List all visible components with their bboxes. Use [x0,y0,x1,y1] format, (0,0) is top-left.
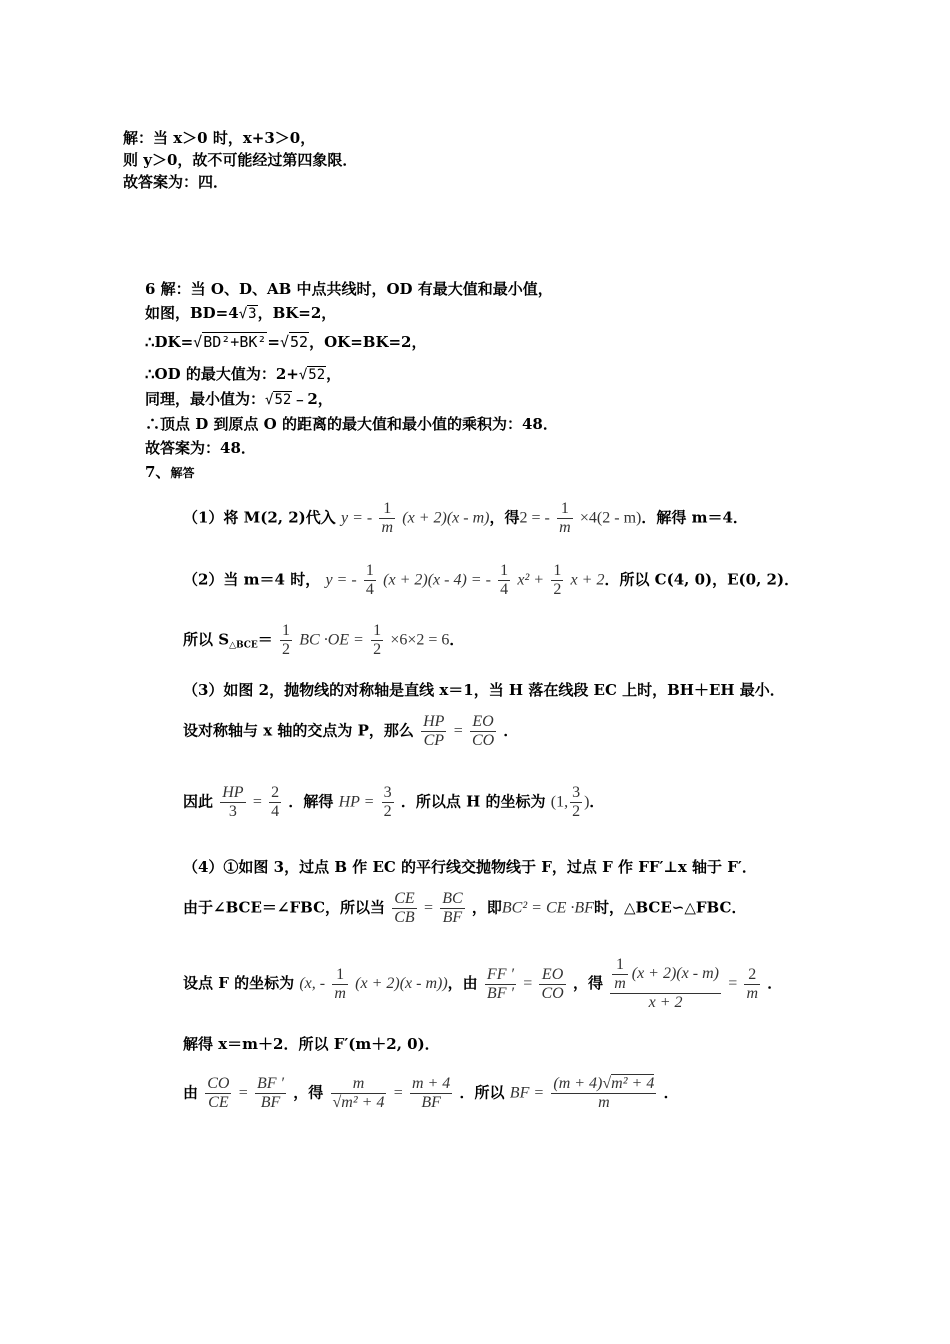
fraction: $\frac{2}{m}$ [746,965,759,1002]
sqrt-symbol: √3 [238,306,257,322]
fraction: $\frac{\text{(m + 4)√m² + 4}}{m}$ [553,1075,655,1111]
step-4-bf: 由 $\frac{CO}{CE}$ = $\frac{BF '}{BF}$ ，得 $\frac{m}{\text{√m² + 4}}$ = $\frac{m + 4}{BF}$ ．所以 BF = $\frac{\text{(m + 4)√m² + 4}}{m}$ ． [183,1075,679,1111]
solution-5 [123,127,357,193]
solution-6-line-5: 同理，最小值为：√52﹣2， [145,387,558,412]
solution-6-line-2: 如图，BD=4√3，BK=2， [145,301,558,326]
step-3-ratio: 设对称轴与 x 轴的交点为 P，那么 $\frac{HP}{CP}$ = $\frac{EO}{CO}$ ． [183,713,519,749]
fraction: $\frac{CO}{CE}$ [207,1075,230,1111]
fraction: $\frac{HP}{3}$ [222,784,244,820]
solution-6-line-7: 故答案为：48． [145,439,256,457]
fraction: $\frac{1}{4}$ [500,562,509,598]
fraction: $\frac{FF '}{BF '}$ [486,965,514,1002]
fraction: $\frac{1}{2}$ [373,622,382,658]
fraction: $\frac{2}{4}$ [271,784,280,820]
solution-5-line-3: 故答案为：四． [123,173,229,191]
step-2: （2）当 m＝4 时， y = - $\frac{1}{4}$ (x + 2)(x - 4) = - $\frac{1}{4}$ x² + $\frac{1}{2}$ x + 2．所以 C(4, 0)，E(0, 2)． [183,562,800,598]
step-4-coordinate: 设点 F 的坐标为 (x, - $\frac{1}{m}$ (x + 2)(x - m))，由 $\frac{FF '}{BF '}$ = $\frac{EO}{CO}$ ，得 $\frac{1}{m}$ (x + 2)(x - m) x + 2 = $\frac{2}{m}$ ． [183,956,783,1011]
solution-6-line-4: ∴OD 的最大值为：2+√52， [145,362,558,387]
fraction: $\frac{1}{m}$ [381,500,394,536]
sqrt-symbol: √52 [298,367,326,383]
solution-6-line-3: ∴DK=√BD²+BK²=√52，OK=BK=2， [145,330,558,354]
step-1: （1）将 M(2, 2)代入 y = - $\frac{1}{m}$ (x + 2)(x - m)，得2 = - $\frac{1}{m}$ ×4(2 - m)．解得 m＝4． [183,500,748,536]
fraction: $\frac{1}{m}$ [559,500,571,536]
solution-6-line-1: 6 解：当 O、D、AB 中点共线时，OD 有最大值和最小值， [145,280,553,298]
fraction: $\frac{EO}{CO}$ [541,965,564,1002]
fraction: $\frac{HP}{CP}$ [423,713,445,749]
solution-5-line-1: 解：当 x＞0 时，x+3＞0， [123,129,316,147]
sqrt-symbol: √52 [280,333,309,351]
fraction: $\frac{1}{2}$ [282,622,291,658]
fraction: $\frac{BC}{BF}$ [442,890,463,926]
fraction: $\frac{m + 4}{BF}$ [411,1075,451,1111]
step-4-similarity: 由于∠BCE＝∠FBC，所以当 $\frac{CE}{CB}$ = $\frac{BC}{BF}$ ，即BC² = CE ·BF时，△BCE∽△FBC． [183,890,747,926]
fraction: $\frac{1}{2}$ [553,562,562,598]
solution-6 [145,277,558,485]
step-4-solve: 解得 x＝m＋2．所以 F′(m＋2, 0)． [183,1035,440,1053]
fraction: $\frac{1}{m}$ [334,965,346,1002]
solution-7-heading: 7、解答 [145,463,195,481]
fraction: $\frac{3}{2}$ [383,784,392,820]
solution-6-line-6: ∴顶点 D 到原点 O 的距离的最大值和最小值的乘积为：48． [145,415,558,433]
solution-5-line-2: 则 y＞0，故不可能经过第四象限． [123,151,358,169]
step-2-area: 所以 $S_{\triangle BCE}=$ $\frac{1}{2}$ BC ·OE = $\frac{1}{2}$ ×6×2 = 6． [183,622,465,658]
fraction: $\frac{3}{2}$ [572,784,581,820]
step-3-result: 因此 $\frac{HP}{3}$ = $\frac{2}{4}$ ．解得 HP = $\frac{3}{2}$ ．所以点 H 的坐标为 (1, $\frac{3}{2}$ )． [183,784,605,820]
fraction: $\frac{EO}{CO}$ [471,713,495,749]
fraction: $\frac{BF '}{BF}$ [256,1075,285,1111]
step-4: （4）①如图 3，过点 B 作 EC 的平行线交抛物线于 F，过点 F 作 FF′⊥x 轴于 F′． [183,858,757,876]
step-3: （3）如图 2，抛物线的对称轴是直线 x＝1，当 H 落在线段 EC 上时，BH＋EH 最小． [183,681,785,699]
compound-fraction: $\frac{1}{m}$ (x + 2)(x - m) x + 2 [610,956,721,1012]
fraction: $\frac{CE}{CB}$ [394,890,415,926]
fraction: $\frac{m}{\text{√m² + 4}}$ [332,1075,385,1111]
sqrt-symbol: √52 [265,392,292,408]
sqrt-symbol: √BD²+BK² [193,333,267,351]
fraction: $\frac{1}{4}$ [365,562,374,598]
